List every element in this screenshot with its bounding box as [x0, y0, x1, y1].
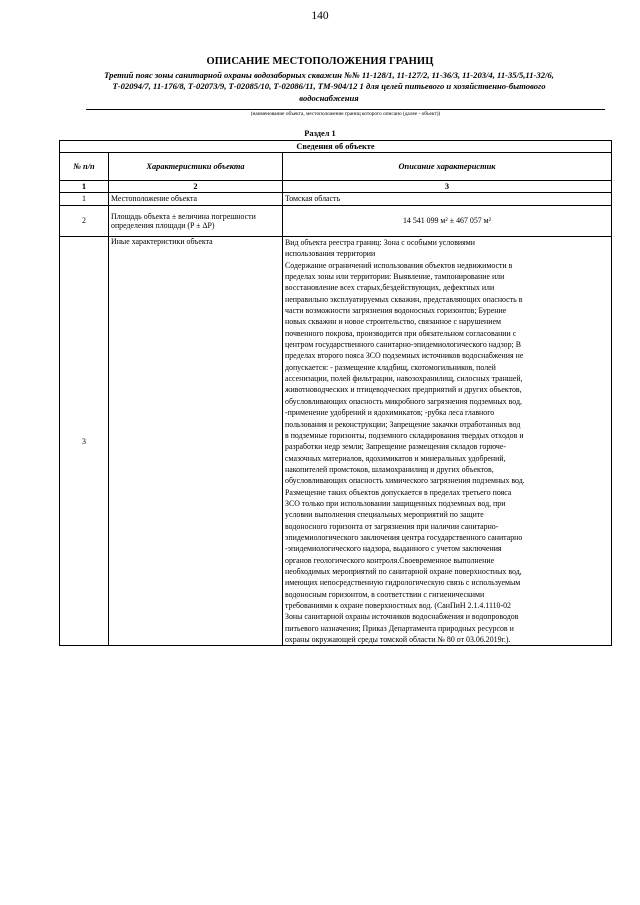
- column-number: 3: [283, 181, 612, 193]
- document-subtitle: Третий пояс зоны санитарной охраны водозаборных скважин №№ 11-128/1, 11-127/2, 11-36/3, 11-203/4, 11-35/5,11-32/6, Т-02094/7, 11-176/8, Т-02073/9, Т-02085/10, Т-02086/11, ТМ-904/12 1 для целей питьевого и хозяйственно-бытового водоснабжения: [104, 70, 554, 103]
- table-row: [60, 193, 612, 206]
- row-characteristic: Иные характеристики объекта: [109, 237, 283, 646]
- row-description: 14 541 099 м² ± 467 057 м²: [283, 206, 612, 237]
- table-header-row: [60, 153, 612, 181]
- column-number: 2: [109, 181, 283, 193]
- subtitle-caption: (наименование объекта, местоположение границ которого описано (далее - объект)): [250, 111, 441, 117]
- page-number: 140: [311, 10, 329, 22]
- row-description: Томская область: [283, 193, 612, 206]
- subtitle-underline: [86, 109, 605, 110]
- object-info-table: [59, 140, 612, 646]
- row-characteristic: Площадь объекта ± величина погрешности определения площади (P ± ΔP): [109, 206, 283, 237]
- header-description: Описание характеристик: [283, 153, 612, 181]
- header-characteristic: Характеристики объекта: [109, 153, 283, 181]
- document-title: ОПИСАНИЕ МЕСТОПОЛОЖЕНИЯ ГРАНИЦ: [206, 56, 434, 67]
- table-caption: Сведения об объекте: [60, 141, 612, 153]
- column-number: 1: [60, 181, 109, 193]
- header-number: № п/п: [60, 153, 109, 181]
- row-number: 3: [60, 237, 109, 646]
- table-row: [60, 237, 612, 646]
- table-row: [60, 206, 612, 237]
- column-number-row: [60, 181, 612, 193]
- section-title: Раздел 1: [304, 129, 336, 138]
- row-description: Вид объекта реестра границ: Зона с особыми условиями использования территории Содержание ограничений использования объектов недвижимости в пределах зоны или территории: Выявление, тампонирование или восстановление всех старых,бездействующих, дефектных или неправильно эксплуатируемых скважин, представляющих опасность в части возможности загрязнения водоносных горизонтов; Бурение новых скважин и новое строительство, связанное с нарушением почвенного покрова, производится при обязательном согласовании с центром государственного санитарно-эпидемиологического надзор; В пределах второго пояса ЗСО подземных источников водоснабжения не допускается: - размещение кладбищ, скотомогильников, полей ассенизации, полей фильтрации, навозохранилищ, силосных траншей, животноводческих и птицеводческих предприятий и других объектов, обусловливающих опасность микробного загрязнения подземных вод, -применение удобрений и ядохимикатов; -рубка леса главного пользования и реконструкции; Запрещение закачки отработанных вод в подземные горизонты, подземного складирования твердых отходов и разработки недр земли; Запрещение размещения складов горюче- смазочных материалов, ядохимикатов и минеральных удобрений, накопителей промстоков, шламохранилищ и других объектов, обусловливающих опасность химического загрязнения подземных вод. Размещение таких объектов допускается в пределах третьего пояса ЗСО только при использовании защищенных подземных вод, при условии выполнения специальных мероприятий по защите водоносного горизонта от загрязнения при наличии санитарно- эпидемиологического заключения центра государственного санитарно -эпидемиологического надзора, выданного с учетом заключения органов геологического контроля.Своевременное выполнение необходимых мероприятий по санитарной охране поверхностных вод, имеющих непосредственную гидрологическую связь с используемым водоносным горизонтом, в соответствии с гигиеническими требованиями к охране поверхностных вод. (СанПиН 2.1.4.1110-02 Зоны санитарной охраны источников водоснабжения и водопроводов питьевого назначения; Приказ Департамента природных ресурсов и охраны окружающей среды томской области № 80 от 03.06.2019г.).: [283, 237, 612, 646]
- row-number: 1: [60, 193, 109, 206]
- row-number: 2: [60, 206, 109, 237]
- row-characteristic: Местоположение объекта: [109, 193, 283, 206]
